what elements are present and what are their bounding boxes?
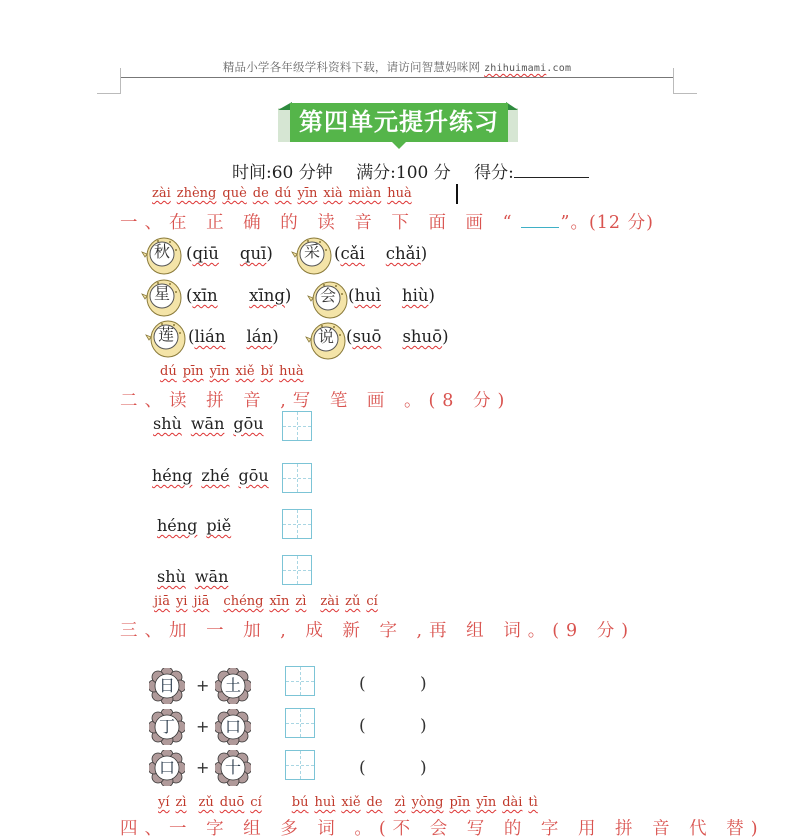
stroke-pinyin: gōu (233, 414, 264, 433)
pinyin-word: dài (502, 795, 523, 810)
pinyin-word: miàn (348, 186, 382, 201)
chick-char-item (144, 315, 188, 355)
pinyin-word: dú (160, 364, 177, 379)
word-paren-open: ( (359, 716, 366, 736)
stroke-pinyin: héng (152, 466, 193, 485)
section2-pinyin (160, 364, 310, 379)
word-paren-close: ) (420, 758, 427, 778)
component-char: 日 (158, 676, 175, 695)
margin-corner-left (120, 68, 121, 94)
pinyin-word: cí (366, 594, 378, 609)
chick-char-item (140, 274, 184, 314)
stroke-pinyin: wān (190, 414, 225, 433)
chick-char: 星 (153, 284, 170, 303)
score-blank[interactable] (514, 163, 589, 178)
writing-grid[interactable] (282, 463, 312, 493)
pinyin-word: duō (219, 795, 245, 810)
flower-char (215, 709, 251, 745)
writing-grid[interactable] (285, 666, 315, 696)
word-input[interactable] (372, 716, 418, 736)
pinyin-word: jiā (154, 594, 170, 609)
chick-char-item (140, 232, 184, 272)
component-char: 十 (224, 758, 241, 777)
pinyin-word: de (366, 795, 383, 810)
pinyin-option[interactable]: suō (352, 327, 382, 346)
pinyin-word: zhèng (176, 186, 217, 201)
pinyin-word: yīn (476, 795, 497, 810)
time-limit: 时间:60 分钟 (232, 163, 333, 183)
pinyin-word: xīn (269, 594, 290, 609)
plus-sign: + (196, 676, 210, 695)
chick-char: 秋 (153, 242, 170, 261)
pinyin-word: xiě (341, 795, 361, 810)
stroke-pinyin: gōu (238, 466, 269, 485)
writing-grid[interactable] (285, 750, 315, 780)
pinyin-word: huì (314, 795, 336, 810)
pinyin-word: bǐ (260, 364, 274, 379)
margin-corner-right (673, 68, 674, 94)
pinyin-options: (lián lán) (188, 327, 279, 346)
section1-title-prefix: 一、在 正 确 的 读 音 下 面 画 “ (120, 213, 519, 233)
flower-char (149, 750, 185, 786)
component-char: 口 (158, 758, 175, 777)
exam-info (232, 158, 607, 183)
stroke-item (157, 567, 237, 586)
underline-mark (521, 213, 559, 228)
pinyin-options: (cǎi chǎi) (334, 244, 428, 263)
section4-title: 四、一 字 组 多 词 。(不 会 写 的 字 用 拼 音 代 替) (120, 819, 765, 839)
stroke-pinyin: shù (153, 414, 182, 433)
section1-pinyin (152, 186, 418, 201)
page-title: 第四单元提升练习 (290, 103, 508, 142)
margin-corner-right-h (673, 93, 697, 94)
writing-grid[interactable] (282, 411, 312, 441)
flower-char (215, 668, 251, 704)
pinyin-word: zài (320, 594, 340, 609)
header-url-domain: zhihuimami (484, 63, 547, 74)
word-input[interactable] (372, 674, 418, 694)
pinyin-word: jiā (193, 594, 210, 609)
section3-title: 三、加 一 加 , 成 新 字 ,再 组 词。(9 分) (120, 621, 636, 641)
pinyin-option[interactable]: hiù (401, 286, 429, 305)
writing-grid[interactable] (282, 555, 312, 585)
pinyin-word: cí (250, 795, 262, 810)
pinyin-word: chéng (223, 594, 264, 609)
pinyin-option[interactable]: xīng (249, 286, 285, 305)
pinyin-word: bú (291, 795, 309, 810)
section1-title-suffix: ”。(12 分) (560, 213, 654, 233)
chick-char: 会 (319, 286, 336, 305)
pinyin-word: pīn (449, 795, 471, 810)
chick-char: 莲 (157, 325, 174, 344)
pinyin-word: zǔ (345, 594, 361, 609)
pinyin-word: tì (528, 795, 538, 810)
pinyin-word: zì (175, 795, 187, 810)
writing-grid[interactable] (285, 708, 315, 738)
header-rule (120, 77, 674, 78)
stroke-pinyin: piě (206, 516, 232, 535)
pinyin-option[interactable]: shuō (402, 327, 443, 346)
section1-title (120, 209, 654, 234)
pinyin-option[interactable]: lán (246, 327, 273, 346)
pinyin-word: yīn (209, 364, 230, 379)
full-score: 满分:100 分 (356, 163, 451, 183)
pinyin-word: zǔ (198, 795, 214, 810)
stroke-item (153, 414, 273, 433)
chick-char: 说 (317, 327, 334, 346)
chick-char: 采 (303, 242, 320, 261)
pinyin-option[interactable]: xīn (192, 286, 218, 305)
pinyin-word: yi (175, 594, 188, 609)
section4-pinyin (158, 795, 544, 810)
pinyin-word: zì (394, 795, 406, 810)
pinyin-word: de (252, 186, 269, 201)
header-url[interactable] (484, 63, 571, 74)
pinyin-word: zì (295, 594, 307, 609)
word-paren-open: ( (359, 674, 366, 694)
banner-pointer (392, 142, 406, 149)
flower-char (149, 709, 185, 745)
pinyin-word: xiě (235, 364, 255, 379)
word-paren-close: ) (420, 674, 427, 694)
chick-char-item (290, 232, 334, 272)
stroke-item (152, 466, 278, 485)
flower-char (215, 750, 251, 786)
section2-title: 二、读 拼 音 ,写 笔 画 。(8 分) (120, 391, 512, 411)
stroke-pinyin: zhé (201, 466, 230, 485)
pinyin-options: (xīn xīng) (186, 286, 292, 305)
pinyin-word: dú (274, 186, 292, 201)
chick-char-item (306, 276, 350, 316)
writing-grid[interactable] (282, 509, 312, 539)
plus-sign: + (196, 758, 210, 777)
pinyin-word: huà (279, 364, 304, 379)
pinyin-option[interactable]: lián (194, 327, 226, 346)
score-label: 得分: (474, 163, 514, 183)
pinyin-word: pīn (182, 364, 204, 379)
header-url-tld: .com (546, 63, 572, 74)
pinyin-word: zài (152, 186, 171, 201)
component-char: 土 (224, 676, 241, 695)
pinyin-option[interactable]: huì (354, 286, 381, 305)
pinyin-option[interactable]: qiū (192, 244, 219, 263)
stroke-pinyin: wān (194, 567, 229, 586)
stroke-item (157, 516, 240, 535)
pinyin-option[interactable]: chǎi (385, 244, 421, 263)
pinyin-word: huà (387, 186, 412, 201)
header-text: 精品小学各年级学科资料下载，请访问智慧妈咪网 (222, 60, 481, 74)
pinyin-options: (suō shuō) (346, 327, 449, 346)
stroke-pinyin: shù (157, 567, 186, 586)
pinyin-word: xià (323, 186, 343, 201)
word-paren-close: ) (420, 716, 427, 736)
pinyin-option[interactable]: quī (239, 244, 267, 263)
plus-sign: + (196, 717, 210, 736)
flower-char (149, 668, 185, 704)
pinyin-options: (qiū quī) (186, 244, 273, 263)
section3-pinyin (154, 594, 384, 609)
pinyin-word: yòng (411, 795, 444, 810)
text-cursor (456, 184, 458, 204)
pinyin-word: yí (158, 795, 170, 810)
pinyin-option[interactable]: cǎi (340, 244, 365, 263)
margin-corner-left-h (97, 93, 121, 94)
chick-char-item (304, 317, 348, 357)
word-input[interactable] (372, 758, 418, 778)
pinyin-word: yīn (297, 186, 318, 201)
word-paren-open: ( (359, 758, 366, 778)
component-char: 口 (224, 717, 241, 736)
component-char: 丁 (158, 717, 175, 736)
pinyin-word: què (222, 186, 247, 201)
pinyin-options: (huì hiù) (348, 286, 435, 305)
stroke-pinyin: héng (157, 516, 198, 535)
